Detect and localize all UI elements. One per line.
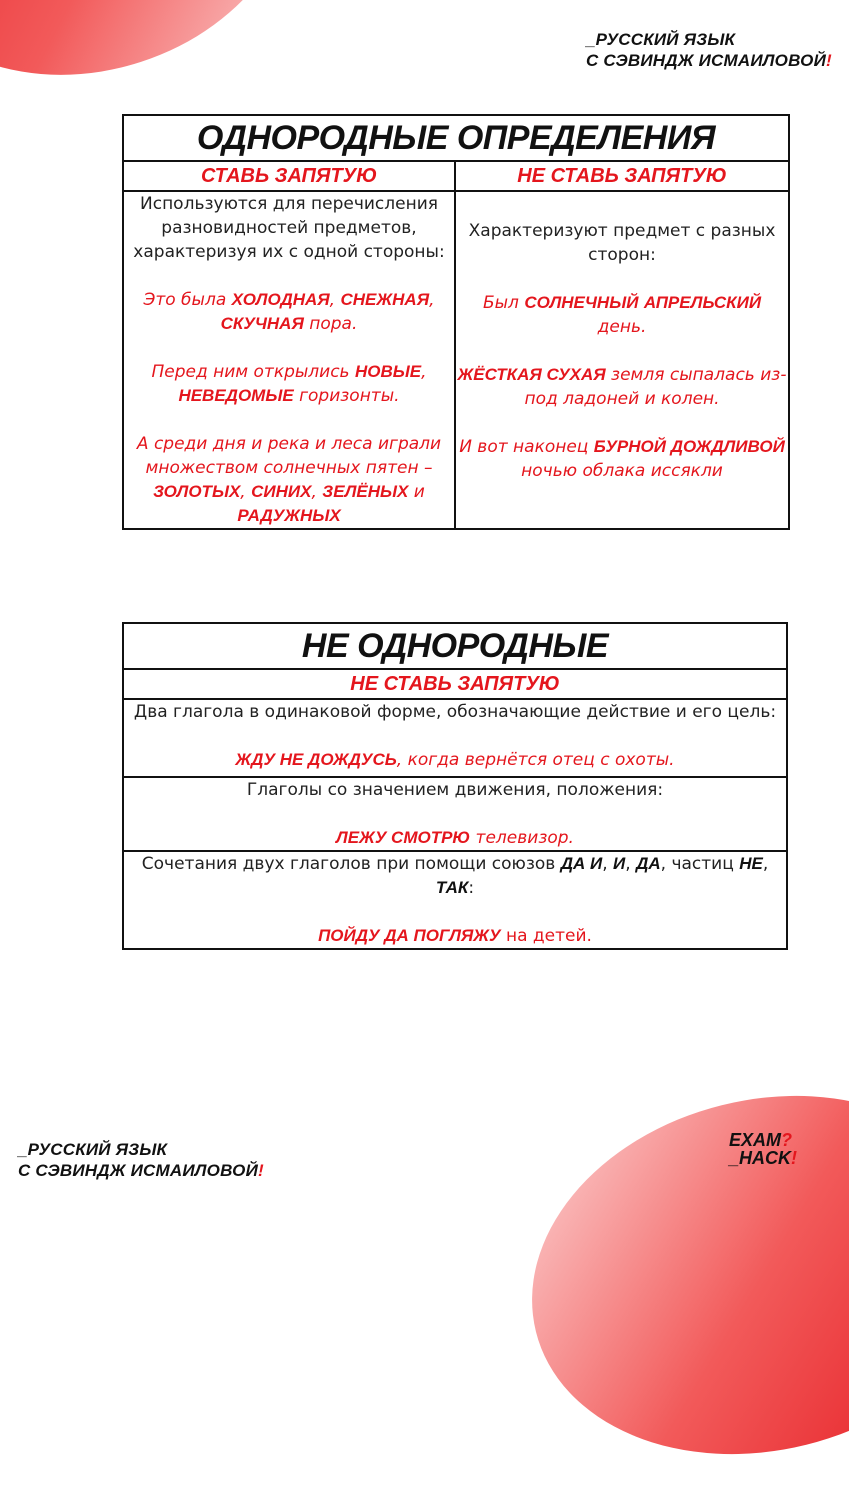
table2-row-1: [123, 699, 787, 777]
brand-footer-line-2: С СЭВИНДЖ ИСМАИЛОВОЙ: [18, 1161, 258, 1180]
homogeneous-table: [122, 114, 790, 530]
table1-right-cell: [455, 191, 789, 529]
table1-title: ОДНОРОДНЫЕ ОПРЕДЕЛЕНИЯ: [123, 115, 789, 161]
table1-right-example-2: ЖЁСТКАЯ СУХАЯ земля сыпалась из-под ладоней и колен.: [457, 365, 787, 409]
table2-row-1-example: ЖДУ НЕ ДОЖДУСЬ, когда вернётся отец с охоты.: [235, 750, 675, 770]
brand-line-2: С СЭВИНДЖ ИСМАИЛОВОЙ: [586, 51, 826, 70]
exam-hack-logo: [729, 1131, 797, 1167]
brand-mark: !: [826, 51, 832, 70]
table2-row-2-example: ЛЕЖУ СМОТРЮ телевизор.: [336, 828, 574, 848]
table1-left-description: Используются для перечисления разновидностей предметов, характеризуя их с одной стороны:: [133, 194, 445, 262]
table1-right-description: Характеризуют предмет с разных сторон:: [468, 221, 776, 265]
table1-left-cell: [123, 191, 455, 529]
table2-row-3: [123, 851, 787, 949]
decor-blob-bottom-right-icon: [494, 1048, 849, 1501]
brand-header: [586, 29, 832, 71]
logo-line-1: EXAM: [728, 1130, 781, 1150]
table1-left-example-2: Перед ним открылись НОВЫЕ, НЕВЕДОМЫЕ горизонты.: [151, 362, 427, 406]
table2-row-3-text: Сочетания двух глаголов при помощи союзов ДА И, И, ДА, частиц НЕ, ТАК:: [141, 854, 769, 898]
table1-left-example-3: А среди дня и река и леса играли множеством солнечных пятен – ЗОЛОТЫХ, СИНИХ, ЗЕЛЁНЫХ и РАДУЖНЫХ: [136, 434, 442, 525]
table2-row-3-example: ПОЙДУ ДА ПОГЛЯЖУ на детей.: [318, 926, 592, 946]
decor-blob-top-left-icon: [0, 0, 341, 127]
table1-left-header: СТАВЬ ЗАПЯТУЮ: [123, 161, 455, 191]
table2-row-2-text: Глаголы со значением движения, положения:: [246, 780, 664, 800]
table2-row-2: [123, 777, 787, 851]
logo-exclamation-mark: !: [791, 1148, 797, 1168]
logo-question-mark: ?: [781, 1130, 792, 1150]
table1-left-example-1: Это была ХОЛОДНАЯ, СНЕЖНАЯ, СКУЧНАЯ пора.: [143, 290, 435, 334]
table2-header: НЕ СТАВЬ ЗАПЯТУЮ: [123, 669, 787, 699]
table2-row-1-text: Два глагола в одинаковой форме, обозначающие действие и его цель:: [133, 702, 777, 722]
logo-line-2: _HACK: [728, 1148, 791, 1168]
brand-footer: [18, 1139, 264, 1181]
table1-right-example-3: И вот наконец БУРНОЙ ДОЖДЛИВОЙ ночью облака иссякли: [459, 437, 785, 481]
brand-line-1: _РУССКИЙ ЯЗЫК: [586, 30, 736, 49]
table1-right-example-1: Был СОЛНЕЧНЫЙ АПРЕЛЬСКИЙ день.: [482, 293, 762, 337]
brand-footer-mark: !: [258, 1161, 264, 1180]
table2-title: НЕ ОДНОРОДНЫЕ: [123, 623, 787, 669]
table1-right-header: НЕ СТАВЬ ЗАПЯТУЮ: [455, 161, 789, 191]
brand-footer-line-1: _РУССКИЙ ЯЗЫК: [18, 1140, 168, 1159]
non-homogeneous-table: [122, 622, 788, 950]
